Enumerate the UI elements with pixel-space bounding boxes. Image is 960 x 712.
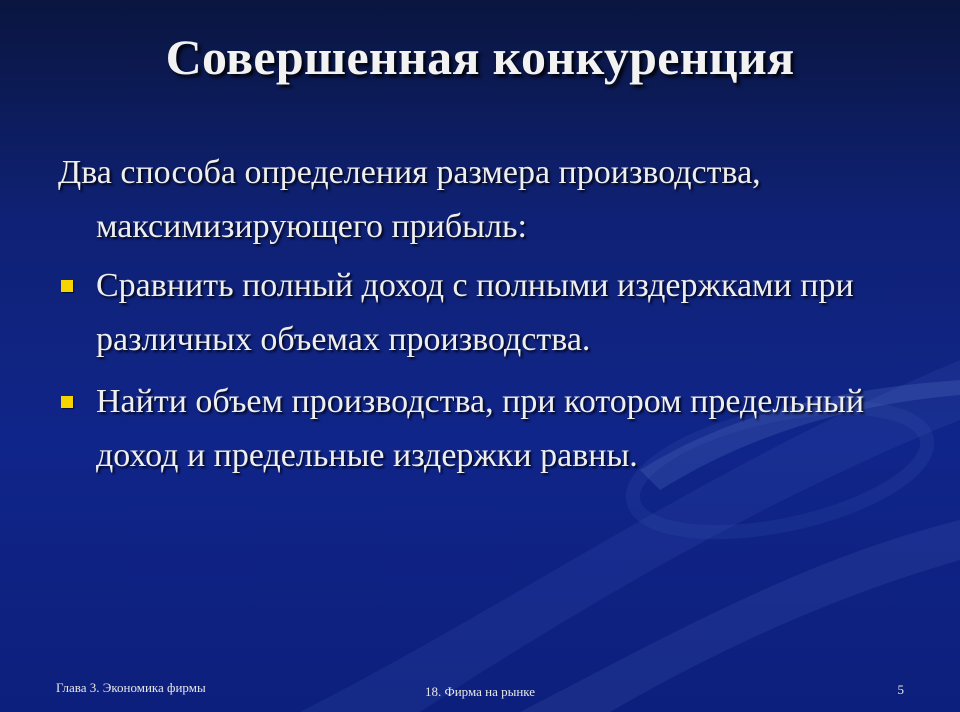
page-number: 5 [897,682,904,697]
bullet-text-1: Сравнить полный доход с полными издержками при различных объемах производства. [96,267,854,358]
slide-body [58,146,918,483]
bullet-item-2 [58,375,918,483]
square-bullet-icon [61,396,73,408]
footer-section: 18. Фирма на рынке [424,684,536,699]
bullet-text-2: Найти объем производства, при котором предельный доход и предельные издержки равны. [96,383,865,474]
square-bullet-icon [61,280,73,292]
slide-title: Совершенная конкуренция [165,29,795,85]
footer-chapter: Глава 3. Экономика фирмы [56,680,206,695]
bullet-item-1 [58,259,918,367]
intro-text: Два способа определения размера производства, максимизирующего прибыль: [58,154,761,245]
